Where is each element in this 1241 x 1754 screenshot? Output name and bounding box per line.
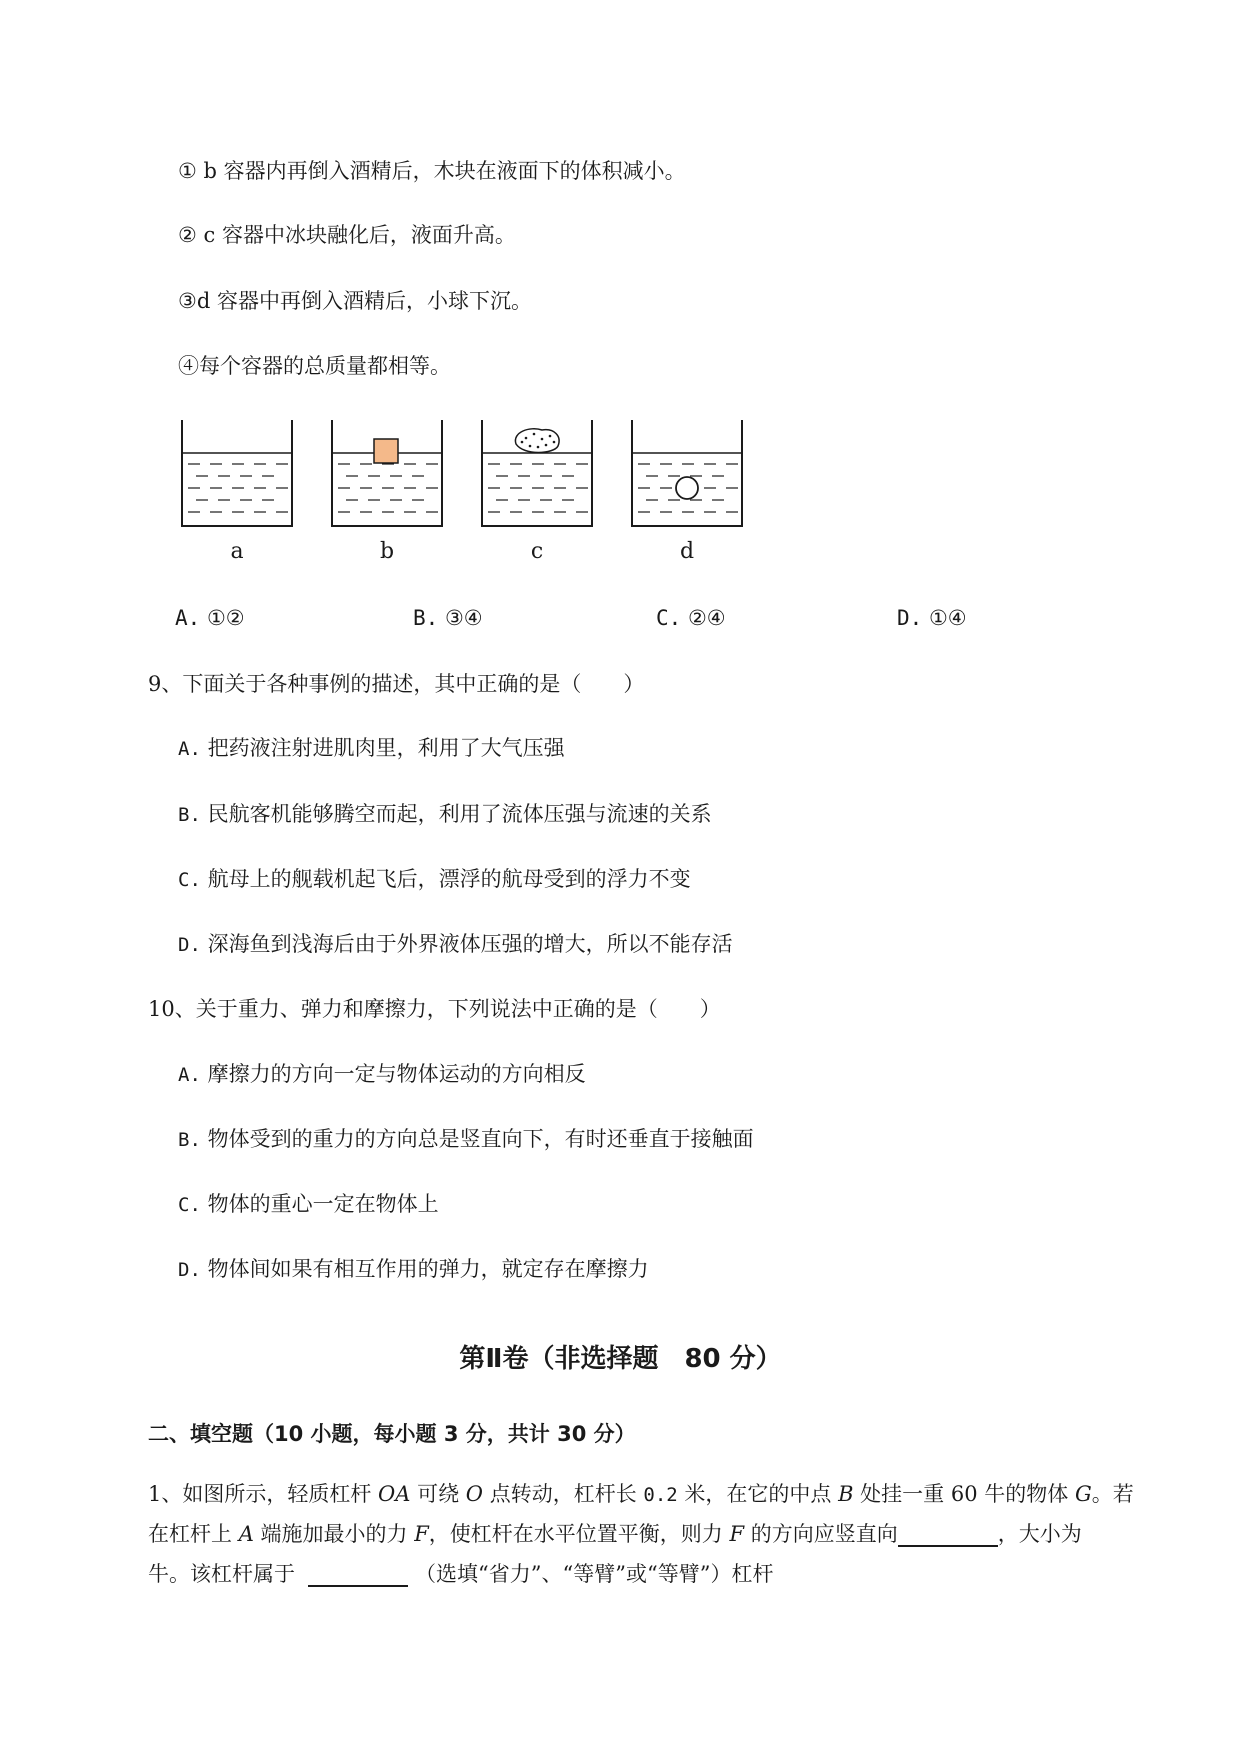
label-c: c <box>530 539 544 564</box>
fill1-line2: 在杠杆上 A 端施加最小的力 F，使杠杆在水平位置平衡，则力 F 的方向应竖直向 ，大小为 <box>148 1522 1082 1546</box>
q8-option-b[interactable]: B. ③④ <box>413 606 483 630</box>
container-a <box>182 420 292 526</box>
fill1-blank-direction[interactable] <box>898 1523 998 1547</box>
fill1-line3: 牛。该杠杆属于 （选填“省力”、“等臂”或“等臂”）杠杆 <box>148 1562 774 1586</box>
statement-1: ① b 容器内再倒入酒精后，木块在液面下的体积减小。 <box>178 159 686 183</box>
q8-option-c[interactable]: C. ②④ <box>656 606 726 630</box>
ice-dot <box>533 433 536 436</box>
label-d: d <box>679 539 695 564</box>
statement-3: ③d 容器中再倒入酒精后，小球下沉。 <box>178 289 532 313</box>
ice-dot <box>549 435 552 438</box>
q10-option-b[interactable]: B. 物体受到的重力的方向总是竖直向下，有时还垂直于接触面 <box>178 1127 754 1151</box>
ice-dot <box>521 441 524 444</box>
q9-option-a[interactable]: A. 把药液注射进肌肉里，利用了大气压强 <box>178 736 565 760</box>
fill1-blank-type[interactable] <box>308 1563 408 1587</box>
q10-option-c[interactable]: C. 物体的重心一定在物体上 <box>178 1192 439 1216</box>
statement-4: ④每个容器的总质量都相等。 <box>178 354 451 378</box>
q9-option-d[interactable]: D. 深海鱼到浅海后由于外界液体压强的增大，所以不能存活 <box>178 932 733 956</box>
statement-2: ② c 容器中冰块融化后，液面升高。 <box>178 223 516 247</box>
fill1-line1: 1、如图所示，轻质杠杆 OA 可绕 O 点转动，杠杆长 0.2 米，在它的中点 B 处挂一重 60 牛的物体 G。若 <box>148 1482 1134 1506</box>
q8-option-d[interactable]: D. ①④ <box>897 606 967 630</box>
ball <box>676 477 698 499</box>
section-title: 二、填空题（10 小题，每小题 3 分，共计 30 分） <box>148 1422 636 1446</box>
label-a: a <box>230 539 244 564</box>
ice-dot <box>545 444 548 447</box>
q10-option-d[interactable]: D. 物体间如果有相互作用的弹力，就定存在摩擦力 <box>178 1257 649 1281</box>
q9-option-c[interactable]: C. 航母上的舰载机起飞后，漂浮的航母受到的浮力不变 <box>178 867 691 891</box>
q8-option-a[interactable]: A. ①② <box>175 606 245 630</box>
q10-option-a[interactable]: A. 摩擦力的方向一定与物体运动的方向相反 <box>178 1062 586 1086</box>
part2-heading: 第Ⅱ卷（非选择题 80 分） <box>459 1344 782 1374</box>
q10-stem: 10、关于重力、弹力和摩擦力，下列说法中正确的是（ ） <box>148 997 721 1021</box>
container-b <box>332 420 442 526</box>
containers-figure <box>170 420 770 570</box>
ice-block <box>515 429 559 453</box>
label-b: b <box>379 539 395 564</box>
ice-dot <box>529 445 532 448</box>
ice-dot <box>537 446 540 449</box>
ice-dot <box>525 437 528 440</box>
q9-stem: 9、下面关于各种事例的描述，其中正确的是（ ） <box>148 672 645 696</box>
q9-option-b[interactable]: B. 民航客机能够腾空而起，利用了流体压强与流速的关系 <box>178 802 712 826</box>
wood-block <box>374 439 398 463</box>
container-d <box>632 420 742 526</box>
ice-dot <box>541 438 544 441</box>
ice-dot <box>553 441 556 444</box>
